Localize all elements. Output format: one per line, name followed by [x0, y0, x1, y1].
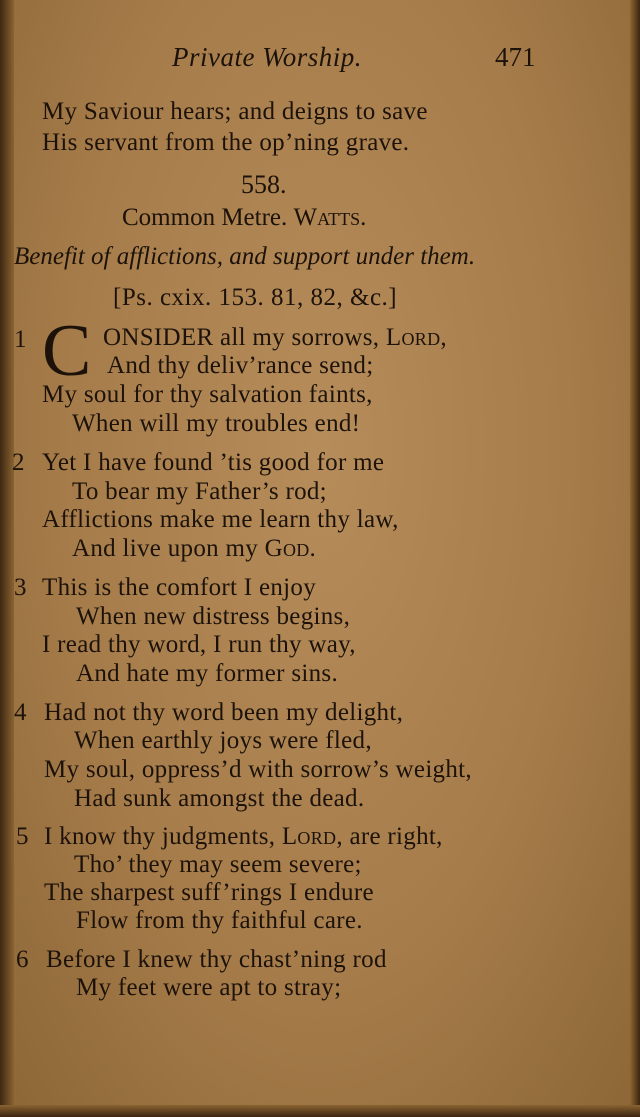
verse-line: And thy deliv’rance send; — [107, 352, 374, 379]
page-left-edge — [0, 0, 14, 1117]
verse-number: 6 — [16, 946, 29, 973]
god-small-caps: God. — [264, 535, 317, 562]
drop-cap: C — [42, 310, 92, 392]
verse-line: When new distress begins, — [76, 603, 351, 630]
verse-number: 1 — [14, 326, 27, 353]
verse-line-text: I know thy judgments, — [44, 823, 276, 850]
carry-over-line-2: His servant from the op’ning grave. — [42, 129, 410, 156]
verse-line-text: And live upon my — [72, 535, 259, 562]
verse-line: Tho’ they may seem severe; — [74, 851, 362, 878]
page-right-edge — [630, 0, 640, 1117]
verse-number: 5 — [16, 823, 29, 850]
verse-number: 2 — [12, 449, 25, 476]
hymn-number: 558. — [241, 170, 287, 199]
hymn-subject: Benefit of afflictions, and support under them. — [14, 243, 476, 270]
verse-line: And hate my former sins. — [76, 660, 339, 687]
hymn-metre: Common Metre. — [122, 204, 288, 231]
verse-line: My soul for thy salvation faints, — [42, 381, 373, 408]
carry-over-line-1: My Saviour hears; and deigns to save — [42, 98, 428, 125]
verse-number: 3 — [14, 574, 27, 601]
lord-small-caps: Lord, — [281, 823, 343, 850]
verse-line: To bear my Father’s rod; — [72, 478, 327, 505]
hymn-metre-line — [122, 204, 366, 232]
verse-line: This is the comfort I enjoy — [42, 574, 317, 601]
scripture-reference: [Ps. cxix. 153. 81, 82, &c.] — [113, 284, 398, 311]
verse-line-text: are right, — [349, 823, 443, 850]
verse-line: My soul, oppress’d with sorrow’s weight, — [44, 756, 472, 783]
hymn-author: Watts. — [293, 204, 367, 231]
verse-line: Had sunk amongst the dead. — [74, 785, 365, 812]
verse-line: The sharpest suff’rings I endure — [44, 879, 374, 906]
verse-line — [72, 535, 316, 563]
verse-line: My feet were apt to stray; — [76, 974, 342, 1001]
page-bottom-edge — [0, 1105, 640, 1117]
verse-line: Flow from thy faithful care. — [76, 907, 363, 934]
running-title: Private Worship. — [172, 42, 362, 72]
verse-line: When earthly joys were fled, — [74, 727, 372, 754]
verse-number: 4 — [14, 699, 27, 726]
page-number: 471 — [495, 42, 536, 72]
verse-line: Yet I have found ’tis good for me — [42, 449, 385, 476]
verse-line: Afflictions make me learn thy law, — [42, 506, 399, 533]
verse-line: I read thy word, I run thy way, — [42, 631, 356, 658]
verse-line: Before I knew thy chast’ning rod — [46, 946, 387, 973]
verse-line — [44, 823, 443, 851]
verse-line: When will my troubles end! — [72, 410, 361, 437]
lord-small-caps: Lord, — [385, 324, 447, 351]
verse-line: Had not thy word been my delight, — [44, 699, 404, 726]
verse-line — [103, 324, 447, 352]
verse-line-text: ONSIDER all my sorrows, — [103, 324, 380, 351]
